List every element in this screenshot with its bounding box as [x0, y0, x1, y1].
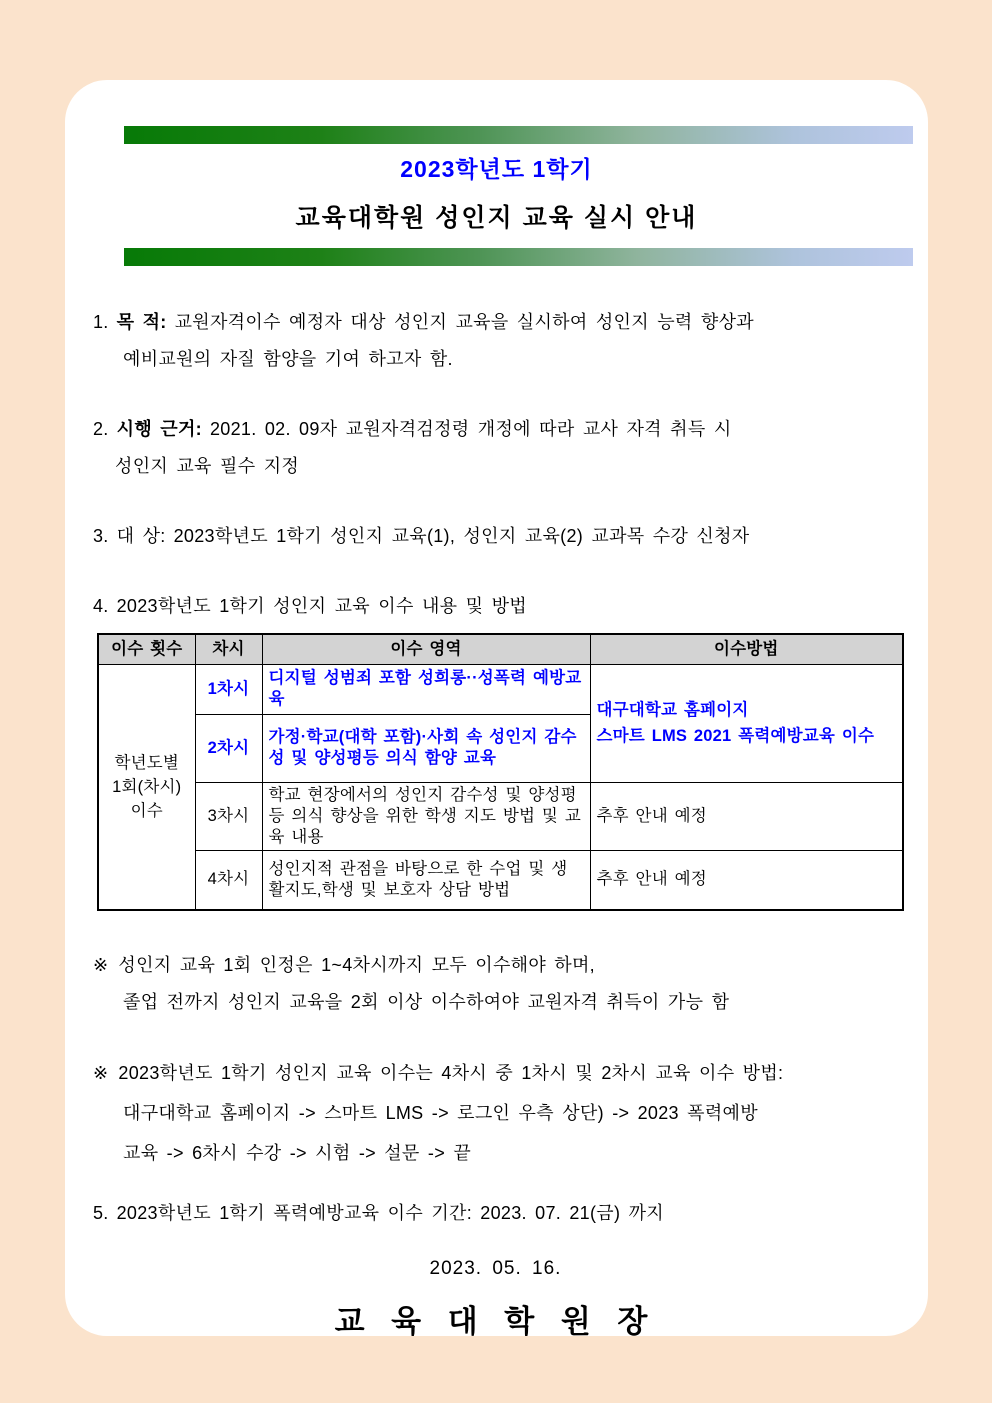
item2-number: 2.	[93, 419, 109, 439]
note-1	[93, 947, 898, 1021]
document-date: 2023. 05. 16.	[429, 1258, 562, 1279]
col-header-method: 이수방법	[590, 634, 903, 664]
item5-line1	[93, 1195, 898, 1232]
item3-line1	[93, 518, 898, 555]
note2-line2: 대구대학교 홈페이지 -> 스마트 LMS -> 로그인 우측 상단) -> 2023 폭력예방	[123, 1103, 758, 1123]
method-line1: 대구대학교 홈페이지	[596, 701, 749, 719]
area-1-cell: 디지털 성범죄 포함 성희롱··성폭력 예방교육	[262, 664, 590, 714]
item5-text1: 2023학년도 1학기 폭력예방교육 이수 기간: 2023. 07. 21(금) 까지	[116, 1203, 664, 1223]
area-3-cell: 학교 현장에서의 성인지 감수성 및 양성평등 의식 향상을 위한 학생 지도 방법 및 교육 내용	[262, 782, 590, 850]
count-line1: 학년도별	[114, 753, 180, 772]
item1-label: 목 적:	[116, 312, 167, 332]
signature-title: 교 육 대 학 원 장	[334, 1304, 657, 1336]
method-4-cell: 추후 안내 예정	[590, 850, 903, 910]
document-title-line1: 2023학년도 1학기	[400, 156, 593, 182]
table-row	[98, 850, 903, 910]
area-4-cell: 성인지적 관점을 바탕으로 한 수업 및 생활지도,학생 및 보호자 상담 방법	[262, 850, 590, 910]
table-row	[98, 782, 903, 850]
note-2	[93, 1053, 898, 1173]
table-header-row	[98, 634, 903, 664]
session-1-cell: 1차시	[195, 664, 262, 714]
note1-line2: 졸업 전까지 성인지 교육을 2회 이상 이수하여야 교원자격 취득이 가능 함	[123, 992, 730, 1012]
item2-line2: 성인지 교육 필수 지정	[115, 456, 300, 476]
col-header-area: 이수 영역	[262, 634, 590, 664]
method-3-cell: 추후 안내 예정	[590, 782, 903, 850]
item4-number: 4.	[93, 596, 109, 616]
col-header-count: 이수 횟수	[98, 634, 195, 664]
table-row	[98, 664, 903, 714]
note2-text1: 2023학년도 1학기 성인지 교육 이수는 4차시 중 1차시 및 2차시 교육 이수 방법:	[118, 1063, 784, 1083]
note2-marker: ※	[93, 1063, 109, 1083]
item5-number: 5.	[93, 1203, 109, 1223]
header-gradient-bar-top	[124, 126, 913, 144]
note1-text1: 성인지 교육 1회 인정은 1~4차시까지 모두 이수해야 하며,	[118, 955, 595, 975]
item4-title: 2023학년도 1학기 성인지 교육 이수 내용 및 방법	[116, 596, 527, 616]
note1-line1	[93, 947, 898, 984]
item1-number: 1.	[93, 312, 109, 332]
note2-line1	[93, 1053, 898, 1093]
item3-number: 3.	[93, 526, 109, 546]
note1-marker: ※	[93, 955, 109, 975]
item3-text1: 2023학년도 1학기 성인지 교육(1), 성인지 교육(2) 교과목 수강 신청자	[173, 526, 750, 546]
col-header-session: 차시	[195, 634, 262, 664]
item4-heading	[93, 588, 898, 625]
method-merged-cell	[590, 664, 903, 782]
note2-line3: 교육 -> 6차시 수강 -> 시험 -> 설문 -> 끝	[123, 1143, 472, 1163]
document-body	[65, 304, 928, 1336]
item1-line2: 예비교원의 자질 함양을 기여 하고자 함.	[123, 349, 453, 369]
item2-text1: 2021. 02. 09자 교원자격검정령 개정에 따라 교사 자격 취득 시	[209, 419, 732, 439]
count-line2: 1회(차시)	[112, 777, 182, 796]
item2-line1	[93, 411, 898, 448]
session-2-cell: 2차시	[195, 714, 262, 782]
item2-label: 시행 근거:	[116, 419, 202, 439]
count-merged-cell	[98, 664, 195, 910]
header-gradient-bar-bottom	[124, 248, 913, 266]
item1-text1: 교원자격이수 예정자 대상 성인지 교육을 실시하여 성인지 능력 향상과	[174, 312, 754, 332]
area-2-cell: 가정·학교(대학 포함)·사회 속 성인지 감수성 및 양성평등 의식 함양 교육	[262, 714, 590, 782]
method-line2: 스마트 LMS 2021 폭력예방교육 이수	[596, 727, 875, 745]
document-title-line2: 교육대학원 성인지 교육 실시 안내	[295, 204, 698, 232]
document-card	[65, 80, 928, 1336]
session-3-cell: 3차시	[195, 782, 262, 850]
count-line3: 이수	[130, 801, 163, 820]
item1-line1	[93, 304, 898, 341]
completion-table	[97, 633, 904, 911]
item3-label: 대 상:	[116, 526, 166, 546]
session-4-cell: 4차시	[195, 850, 262, 910]
